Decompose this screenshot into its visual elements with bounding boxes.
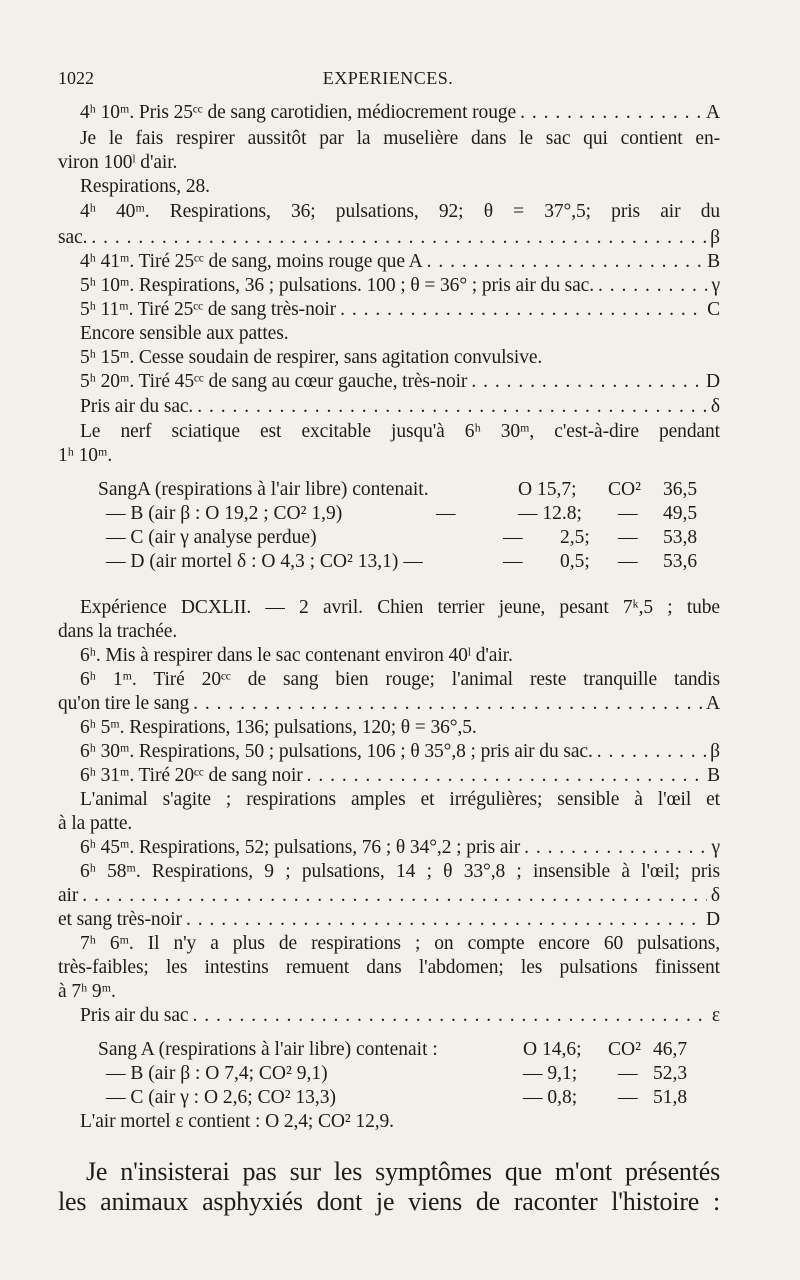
margin-mark: A xyxy=(706,693,720,714)
text-line: 6ʰ 30ᵐ. Respirations, 50 ; pulsations, 106 ; θ 35°,8 ; pris air du sac. . . . β xyxy=(80,740,720,763)
text-line: 6ʰ 31ᵐ. Tiré 20ᶜᶜ de sang noir . . . B xyxy=(80,764,720,787)
text-line: 6ʰ. Mis à respirer dans le sac contenant environ 40ˡ d'air. xyxy=(80,645,513,666)
margin-mark: C xyxy=(707,299,720,320)
page-number: 1022 xyxy=(58,68,94,88)
text-line: 6ʰ 1ᵐ. Tiré 20ᶜᶜ de sang bien rouge; l'animal reste tranquille tandis xyxy=(80,669,720,690)
table-row: — D (air mortel δ : O 4,3 ; CO² 13,1) — — 0,5; — 53,6 xyxy=(106,551,698,572)
margin-mark: ε xyxy=(711,1005,720,1026)
table-row: — C (air γ : O 2,6; CO² 13,3) — 0,8; — 51,8 xyxy=(106,1087,688,1108)
text-line: 5ʰ 10ᵐ. Respirations, 36 ; pulsations. 100 ; θ = 36° ; pris air du sac. . . . γ xyxy=(80,274,720,297)
text-line: et sang très-noir . . . D xyxy=(58,908,720,931)
text-line: Encore sensible aux pattes. xyxy=(80,323,289,344)
margin-mark: γ xyxy=(711,837,720,858)
text-line: Le nerf sciatique est excitable jusqu'à 6ʰ 30ᵐ, c'est-à-dire pendant xyxy=(80,421,720,442)
text-line: 4ʰ 10ᵐ. Pris 25ᶜᶜ de sang carotidien, médiocrement rouge . . . A xyxy=(80,101,720,124)
margin-mark: β xyxy=(710,741,720,762)
margin-mark: δ xyxy=(710,396,720,417)
table-row: — B (air β : O 19,2 ; CO² 1,9) — — 12.8; — 49,5 xyxy=(106,503,698,524)
text-line: viron 100ˡ d'air. xyxy=(58,152,178,173)
table-row: SangA (respirations à l'air libre) contenait. O 15,7; CO² 36,5 xyxy=(98,479,698,500)
table-row: — C (air γ analyse perdue) — 2,5; — 53,8 xyxy=(106,527,698,548)
margin-mark: B xyxy=(707,765,720,786)
text-line: qu'on tire le sang . . . A xyxy=(58,692,720,715)
margin-mark: γ xyxy=(711,275,720,296)
margin-mark: D xyxy=(706,909,720,930)
text-line: 4ʰ 41ᵐ. Tiré 25ᶜᶜ de sang, moins rouge que A . . . B xyxy=(80,250,720,273)
margin-mark: β xyxy=(710,227,720,248)
text-line: Je le fais respirer aussitôt par la muselière dans le sac qui contient en- xyxy=(80,128,720,149)
text-line: L'animal s'agite ; respirations amples et irrégulières; sensible à l'œil et xyxy=(80,789,720,810)
margin-mark: A xyxy=(706,102,720,123)
text-line: 5ʰ 11ᵐ. Tiré 25ᶜᶜ de sang très-noir . . . C xyxy=(80,298,720,321)
gas-table-2 xyxy=(98,1038,718,1110)
margin-mark: D xyxy=(706,371,720,392)
text-line: air . . . δ xyxy=(58,884,720,907)
text-line: très-faibles; les intestins remuent dans l'abdomen; les pulsations finissent xyxy=(58,957,720,978)
margin-mark: B xyxy=(707,251,720,272)
text-line: dans la trachée. xyxy=(58,621,178,642)
text-line: 5ʰ 20ᵐ. Tiré 45ᶜᶜ de sang au cœur gauche, très-noir . . . D xyxy=(80,370,720,393)
text-line: 4ʰ 40ᵐ. Respirations, 36; pulsations, 92; θ = 37°,5; pris air du xyxy=(80,201,720,222)
text-line: 6ʰ 5ᵐ. Respirations, 136; pulsations, 120; θ = 36°,5. xyxy=(80,717,477,738)
table-row: Sang A (respirations à l'air libre) contenait : O 14,6; CO² 46,7 xyxy=(98,1039,688,1060)
text-line: Respirations, 28. xyxy=(80,176,210,197)
margin-mark: δ xyxy=(710,885,720,906)
experiment-heading: Expérience DCXLII. — 2 avril. Chien terrier jeune, pesant 7ᵏ,5 ; tube xyxy=(80,597,720,618)
closing-paragraph-line: les animaux asphyxiés dont je viens de raconter l'histoire : xyxy=(58,1187,720,1216)
table-row: — B (air β : O 7,4; CO² 9,1) — 9,1; — 52,3 xyxy=(106,1063,688,1084)
text-line: à la patte. xyxy=(58,813,133,834)
air-mortel-line: L'air mortel ε contient : O 2,4; CO² 12,9. xyxy=(80,1111,394,1132)
text-line: Pris air du sac . . . ε xyxy=(80,1004,720,1027)
text-line: 6ʰ 45ᵐ. Respirations, 52; pulsations, 76 ; θ 34°,2 ; pris air . . . γ xyxy=(80,836,720,859)
text-line: 1ʰ 10ᵐ. xyxy=(58,445,113,466)
closing-paragraph-line: Je n'insisterai pas sur les symptômes que m'ont présentés xyxy=(86,1157,720,1186)
text-line: 5ʰ 15ᵐ. Cesse soudain de respirer, sans agitation convulsive. xyxy=(80,347,543,368)
text-line: 6ʰ 58ᵐ. Respirations, 9 ; pulsations, 14 ; θ 33°,8 ; insensible à l'œil; pris xyxy=(80,861,720,882)
running-title: EXPERIENCES. xyxy=(322,68,454,88)
gas-table-1 xyxy=(98,478,718,574)
text-line: sac. . . . β xyxy=(58,226,720,249)
text-line: à 7ʰ 9ᵐ. xyxy=(58,981,116,1002)
text-line: 7ʰ 6ᵐ. Il n'y a plus de respirations ; on compte encore 60 pulsations, xyxy=(80,933,720,954)
text-line: Pris air du sac. . . . δ xyxy=(80,395,720,418)
